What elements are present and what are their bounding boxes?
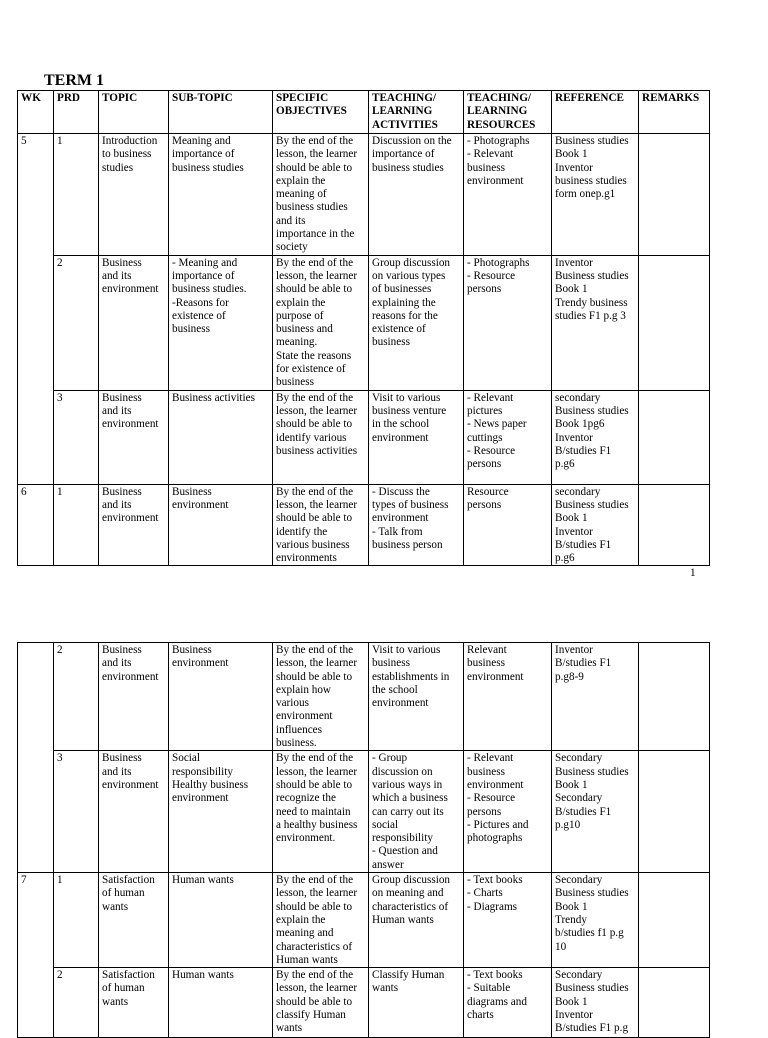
cell-topic: Satisfaction of human wants [99, 968, 169, 1038]
cell-activities: Group discussion on various types of businesses explaining the reasons for the existence of business [369, 255, 464, 390]
cell-topic: Business and its environment [99, 255, 169, 390]
cell-activities: - Discuss the types of business environment - Talk from business person [369, 484, 464, 566]
cell-topic: Introduction to business studies [99, 134, 169, 256]
cell-remarks [639, 968, 710, 1038]
cell-remarks [639, 751, 710, 873]
table-row [18, 968, 710, 1038]
cell-subtopic: Human wants [169, 968, 273, 1038]
table-row [18, 134, 710, 256]
header-topic: TOPIC [99, 91, 169, 134]
cell-subtopic: Business environment [169, 643, 273, 751]
cell-remarks [639, 873, 710, 968]
cell-topic: Business and its environment [99, 484, 169, 566]
cell-subtopic: Business activities [169, 390, 273, 484]
cell-remarks [639, 643, 710, 751]
cell-remarks [639, 484, 710, 566]
cell-objectives: By the end of the lesson, the learner should be able to explain the meaning of business studies and its importance in the society [273, 134, 369, 256]
cell-topic: Business and its environment [99, 751, 169, 873]
cell-objectives: By the end of the lesson, the learner should be able to classify Human wants [273, 968, 369, 1038]
cell-objectives: By the end of the lesson, the learner should be able to explain the purpose of business and meaning. State the reasons for existence of business [273, 255, 369, 390]
cell-objectives: By the end of the lesson, the learner should be able to identify various business activities [273, 390, 369, 484]
header-wk: WK [18, 91, 54, 134]
cell-prd: 3 [54, 390, 99, 484]
cell-reference: Inventor B/studies F1 p.g8-9 [552, 643, 639, 751]
table-header-row [18, 91, 710, 134]
cell-resources: Relevant business environment [464, 643, 552, 751]
cell-activities: - Group discussion on various ways in which a business can carry out its social responsibility - Question and answer [369, 751, 464, 873]
cell-prd: 1 [54, 134, 99, 256]
scheme-of-work-table-page-2 [17, 642, 710, 1038]
cell-resources: - Relevant business environment - Resource persons - Pictures and photographs [464, 751, 552, 873]
cell-reference: Secondary Business studies Book 1 Trendy b/studies f1 p.g 10 [552, 873, 639, 968]
cell-wk: 6 [18, 484, 54, 566]
cell-reference: Secondary Business studies Book 1 Inventor B/studies F1 p.g [552, 968, 639, 1038]
cell-activities: Visit to various business establishments in the school environment [369, 643, 464, 751]
header-resources: TEACHING/ LEARNING RESOURCES [464, 91, 552, 134]
cell-subtopic: Human wants [169, 873, 273, 968]
term-title: TERM 1 [44, 72, 104, 89]
cell-subtopic: Business environment [169, 484, 273, 566]
cell-reference: secondary Business studies Book 1pg6 Inventor B/studies F1 p.g6 [552, 390, 639, 484]
cell-prd: 2 [54, 255, 99, 390]
header-objectives: SPECIFIC OBJECTIVES [273, 91, 369, 134]
cell-remarks [639, 255, 710, 390]
table-row [18, 390, 710, 484]
table-row [18, 873, 710, 968]
scheme-of-work-table-page-1 [17, 90, 710, 566]
cell-reference: Secondary Business studies Book 1 Secondary B/studies F1 p.g10 [552, 751, 639, 873]
cell-subtopic: Social responsibility Healthy business environment [169, 751, 273, 873]
cell-resources: - Relevant pictures - News paper cuttings - Resource persons [464, 390, 552, 484]
cell-prd: 3 [54, 751, 99, 873]
page-number: 1 [690, 567, 696, 579]
cell-activities: Discussion on the importance of business studies [369, 134, 464, 256]
cell-objectives: By the end of the lesson, the learner should be able to explain how various environment influences business. [273, 643, 369, 751]
cell-wk [18, 643, 54, 873]
cell-objectives: By the end of the lesson, the learner should be able to recognize the need to maintain a healthy business environment. [273, 751, 369, 873]
header-reference: REFERENCE [552, 91, 639, 134]
cell-reference: Business studies Book 1 Inventor business studies form onep.g1 [552, 134, 639, 256]
table-row [18, 255, 710, 390]
cell-topic: Business and its environment [99, 390, 169, 484]
cell-resources: Resource persons [464, 484, 552, 566]
cell-objectives: By the end of the lesson, the learner should be able to identify the various business environments [273, 484, 369, 566]
cell-wk: 7 [18, 873, 54, 1038]
cell-reference: secondary Business studies Book 1 Inventor B/studies F1 p.g6 [552, 484, 639, 566]
table-row [18, 751, 710, 873]
cell-remarks [639, 390, 710, 484]
cell-activities: Visit to various business venture in the school environment [369, 390, 464, 484]
cell-objectives: By the end of the lesson, the learner should be able to explain the meaning and characteristics of Human wants [273, 873, 369, 968]
header-activities: TEACHING/ LEARNING ACTIVITIES [369, 91, 464, 134]
table-row [18, 643, 710, 751]
cell-topic: Satisfaction of human wants [99, 873, 169, 968]
cell-resources: - Photographs - Relevant business environment [464, 134, 552, 256]
cell-resources: - Text books - Charts - Diagrams [464, 873, 552, 968]
cell-prd: 1 [54, 873, 99, 968]
cell-prd: 2 [54, 643, 99, 751]
cell-prd: 1 [54, 484, 99, 566]
cell-activities: Group discussion on meaning and characteristics of Human wants [369, 873, 464, 968]
cell-reference: Inventor Business studies Book 1 Trendy business studies F1 p.g 3 [552, 255, 639, 390]
cell-subtopic: Meaning and importance of business studies [169, 134, 273, 256]
header-remarks: REMARKS [639, 91, 710, 134]
cell-subtopic: - Meaning and importance of business studies. -Reasons for existence of business [169, 255, 273, 390]
cell-remarks [639, 134, 710, 256]
cell-prd: 2 [54, 968, 99, 1038]
table-row [18, 484, 710, 566]
cell-topic: Business and its environment [99, 643, 169, 751]
cell-resources: - Text books - Suitable diagrams and charts [464, 968, 552, 1038]
cell-wk: 5 [18, 134, 54, 485]
cell-activities: Classify Human wants [369, 968, 464, 1038]
header-subtopic: SUB-TOPIC [169, 91, 273, 134]
cell-resources: - Photographs - Resource persons [464, 255, 552, 390]
header-prd: PRD [54, 91, 99, 134]
